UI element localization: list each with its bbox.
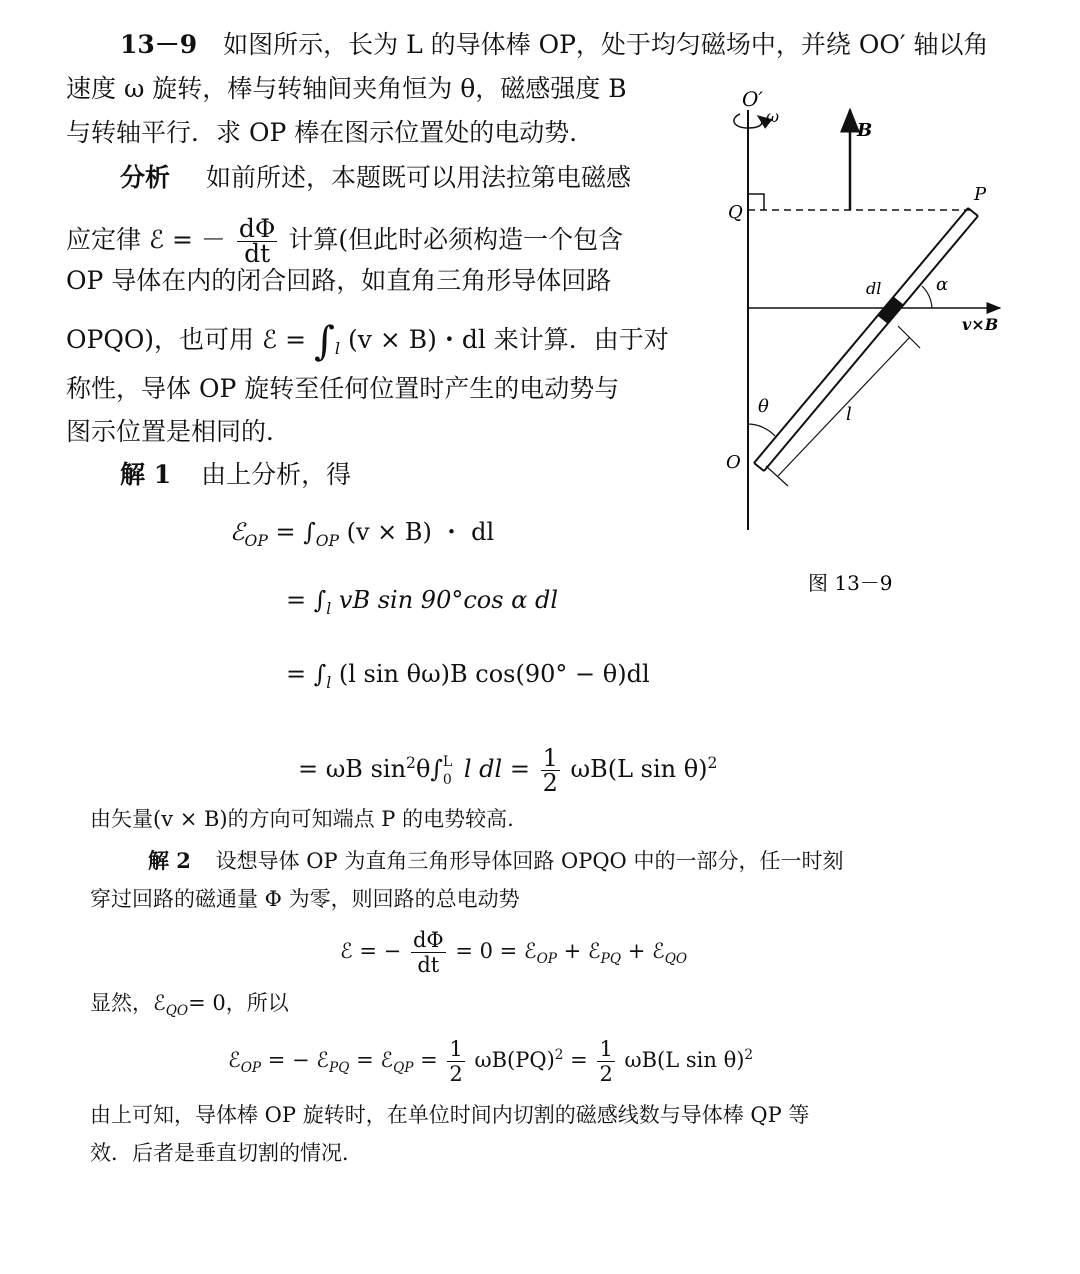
eq4-sup: 2	[406, 754, 416, 772]
label-q: Q	[728, 202, 743, 223]
solution2-line-3	[90, 988, 289, 1026]
eq5-frac-den: dt	[417, 953, 440, 977]
problem-line-2: 速度 ω 旋转，棒与转轴间夹角恒为 θ，磁感强度 B	[66, 74, 627, 103]
equation-6	[228, 1030, 754, 1086]
analysis-line-4	[66, 318, 669, 371]
eq4-limits	[443, 753, 452, 789]
eq6-c: = ℰ	[349, 1048, 394, 1072]
eq4-pre: = ωB sin	[298, 755, 407, 783]
dim-l-line	[778, 337, 910, 476]
figure-13-9	[700, 80, 1030, 600]
eq6-g-sup: 2	[744, 1047, 754, 1063]
analysis-line-3: OP 导体在内的闭合回路，如直角三角形导体回路	[66, 266, 612, 295]
analysis-text-4a: OPQO)，也可用 ℰ =	[66, 325, 307, 354]
eq5-pre: ℰ = −	[340, 939, 402, 963]
emf-subscript: OP	[244, 531, 268, 550]
solution2-final-2: 效．后者是垂直切割的情况．	[90, 1141, 363, 1165]
solution2-text-1: 设想导体 OP 为直角三角形导体回路 OPQO 中的一部分，任一时刻	[215, 849, 844, 873]
eq3-integral: = ∫	[286, 660, 327, 688]
eq4-frac-den: 2	[542, 769, 558, 797]
frac-denominator: dt	[244, 239, 271, 268]
eq6-b: = − ℰ	[261, 1048, 330, 1072]
eq6-d: =	[413, 1048, 438, 1072]
label-dl: dl	[866, 279, 882, 298]
label-theta: θ	[758, 396, 769, 417]
solution1-intro: 由上分析，得	[201, 460, 352, 489]
label-v-cross-b: v×B	[962, 315, 999, 334]
eq6-frac2-den: 2	[599, 1062, 613, 1086]
sol2-l3-post: = 0，所以	[188, 991, 289, 1015]
eq6-a: ℰ	[228, 1048, 241, 1072]
label-b: B	[857, 120, 873, 141]
analysis-text-2: 计算(但此时必须构造一个包含	[288, 225, 624, 254]
eq4-tail: ωB(L sin θ)	[570, 755, 708, 783]
eq4-integral: θ∫	[415, 755, 443, 783]
solution2-line-1	[148, 846, 843, 876]
eq4-fraction	[541, 746, 560, 795]
eq5-frac-num: dΦ	[412, 928, 444, 952]
eq5-plus-1: + ℰ	[556, 939, 601, 963]
right-angle-mark	[748, 194, 764, 210]
solution1-heading	[120, 460, 351, 490]
label-l: l	[846, 404, 852, 425]
integral-subscript: l	[334, 339, 341, 358]
eq1-body: (v × B) ・ dl	[346, 518, 495, 546]
eq3-integral-sub: l	[326, 673, 332, 692]
problem-line-3: 与转轴平行．求 OP 棒在图示位置处的电动势．	[66, 118, 595, 147]
integral-sign: ∫	[314, 318, 335, 365]
analysis-line-1	[120, 163, 631, 193]
equation-4	[298, 738, 718, 797]
analysis-line-5: 称性，导体 OP 旋转至任何位置时产生的电动势与	[66, 374, 620, 403]
eq2-integral: = ∫	[286, 586, 327, 614]
problem-number: 13－9	[120, 30, 198, 59]
eq6-fraction-1	[447, 1037, 464, 1086]
eq6-c-sub: QP	[393, 1060, 414, 1077]
eq6-frac2-num: 1	[599, 1037, 613, 1061]
eq5-sub-qo: QO	[664, 951, 688, 968]
problem-text-1: 如图所示，长为 L 的导体棒 OP，处于均匀磁场中，并绕 OO′ 轴以角	[223, 30, 989, 59]
equation-1	[230, 512, 494, 550]
label-p: P	[974, 184, 987, 205]
eq4-limit-bottom: 0	[442, 771, 452, 788]
dim-l-tick-top	[898, 326, 920, 348]
eq6-fraction-2	[597, 1037, 614, 1086]
frac-numerator: dΦ	[238, 214, 276, 243]
eq5-sub-pq: PQ	[600, 951, 622, 968]
faraday-law-lhs: 应定律 ℰ = －	[66, 225, 226, 254]
emf-symbol: ℰ	[230, 518, 245, 546]
analysis-text-4b: (v × B)・dl 来计算．由于对	[348, 325, 669, 354]
sol2-l3-pre: 显然，ℰ	[90, 991, 166, 1015]
equation-2	[286, 586, 558, 618]
solution2-final-1: 由上可知，导体棒 OP 旋转时，在单位时间内切割的磁感线数与导体棒 QP 等	[90, 1103, 810, 1127]
equation-5	[340, 926, 687, 976]
label-o-prime: O′	[742, 87, 763, 111]
faraday-fraction	[237, 214, 278, 268]
analysis-line-6: 图示位置是相同的．	[66, 417, 292, 446]
solution1-conclusion: 由矢量(v × B)的方向可知端点 P 的电势较高.	[90, 807, 514, 831]
eq6-frac1-num: 1	[449, 1037, 463, 1061]
eq6-e-sup: 2	[554, 1047, 564, 1063]
analysis-line-2	[66, 212, 623, 268]
label-alpha: α	[936, 274, 949, 295]
sol2-l3-sub: QO	[165, 1003, 189, 1020]
eq4-body: l dl =	[463, 755, 530, 783]
solution1-label: 解 1	[120, 460, 172, 489]
eq4-limit-top: L	[442, 753, 453, 770]
solution2-line-2: 穿过回路的磁通量 Φ 为零，则回路的总电动势	[90, 887, 520, 911]
eq6-frac1-den: 2	[449, 1062, 463, 1086]
analysis-text-1: 如前所述，本题既可以用法拉第电磁感	[205, 163, 631, 192]
eq2-body: vB sin 90°cos α dl	[338, 586, 559, 614]
figure-caption: 图 13－9	[808, 571, 893, 595]
equation-3	[286, 660, 650, 692]
eq2-integral-sub: l	[326, 599, 332, 618]
label-omega: ω	[766, 107, 780, 126]
problem-line-1	[120, 30, 988, 60]
label-o: O	[726, 452, 741, 473]
rod-end-p	[968, 208, 978, 216]
rod-edge-2	[764, 216, 978, 471]
eq6-g: ωB(L sin θ)	[624, 1048, 745, 1072]
eq5-plus-2: + ℰ	[621, 939, 665, 963]
eq5-fraction	[411, 928, 446, 977]
eq5-sub-op: OP	[536, 951, 557, 968]
eq6-f: =	[563, 1048, 588, 1072]
eq4-frac-num: 1	[542, 744, 558, 772]
analysis-label: 分析	[120, 163, 171, 192]
eq1-integral: = ∫	[275, 518, 316, 546]
rod-end-o	[754, 463, 764, 471]
eq4-tail-sup: 2	[707, 754, 718, 772]
eq6-b-sub: PQ	[329, 1060, 350, 1077]
eq6-a-sub: OP	[240, 1060, 262, 1077]
solution2-label: 解 2	[148, 848, 191, 873]
eq5-post: = 0 = ℰ	[455, 939, 537, 963]
theta-arc	[748, 424, 775, 436]
rod-edge-1	[754, 208, 968, 463]
eq3-body: (l sin θω)B cos(90° − θ)dl	[338, 660, 650, 688]
eq6-e: ωB(PQ)	[474, 1048, 555, 1072]
eq1-integral-sub: OP	[315, 531, 339, 550]
alpha-arc	[922, 286, 932, 308]
